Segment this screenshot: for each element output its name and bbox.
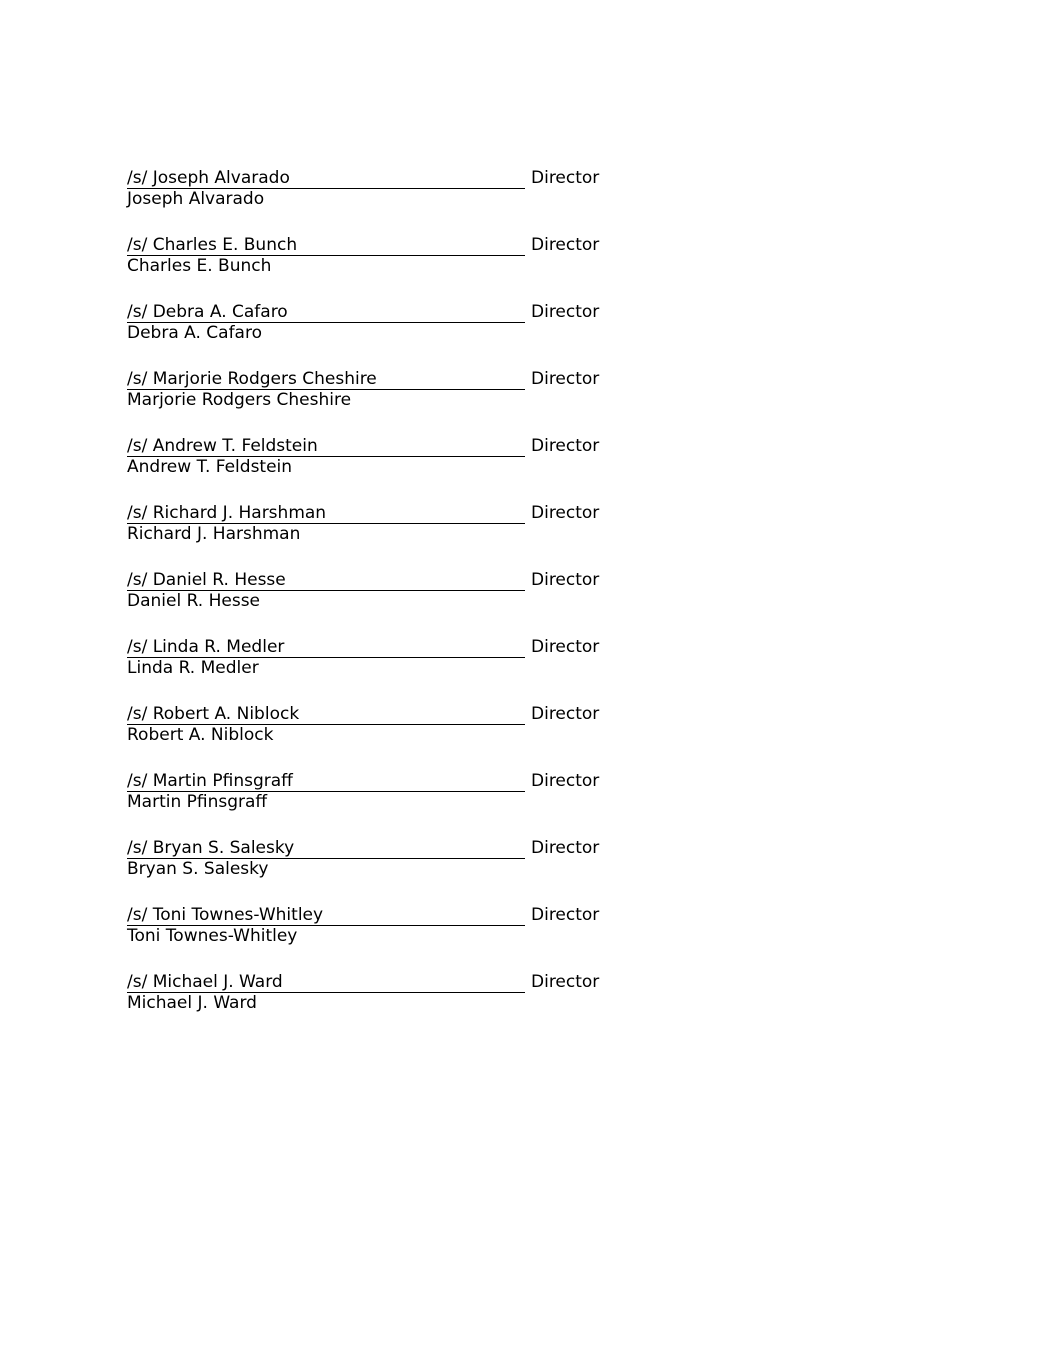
signature-row <box>127 235 627 256</box>
signature-line: /s/ Bryan S. Salesky <box>127 838 525 859</box>
signature-row <box>127 302 627 323</box>
signer-title: Director <box>531 905 600 925</box>
signer-title: Director <box>531 838 600 858</box>
signature-row <box>127 905 627 926</box>
signer-title: Director <box>531 637 600 657</box>
signature-row <box>127 972 627 993</box>
signature-row <box>127 570 627 591</box>
signature-line: /s/ Toni Townes-Whitley <box>127 905 525 926</box>
signature-line: /s/ Martin Pfinsgraff <box>127 771 525 792</box>
signature-block <box>127 570 627 637</box>
signature-row <box>127 168 627 189</box>
signature-row <box>127 503 627 524</box>
signer-title: Director <box>531 503 600 523</box>
signature-block <box>127 436 627 503</box>
signer-name: Marjorie Rodgers Cheshire <box>127 390 352 410</box>
signature-block <box>127 637 627 704</box>
signature-block <box>127 302 627 369</box>
signature-line: /s/ Richard J. Harshman <box>127 503 525 524</box>
signer-name: Joseph Alvarado <box>127 189 265 209</box>
signer-title: Director <box>531 570 600 590</box>
signer-title: Director <box>531 235 600 255</box>
signature-row <box>127 704 627 725</box>
signer-name: Daniel R. Hesse <box>127 591 261 611</box>
signature-list <box>127 168 627 1039</box>
signature-line: /s/ Robert A. Niblock <box>127 704 525 725</box>
signature-row <box>127 369 627 390</box>
signature-line: /s/ Marjorie Rodgers Cheshire <box>127 369 525 390</box>
signature-line: /s/ Debra A. Cafaro <box>127 302 525 323</box>
signature-block <box>127 838 627 905</box>
signature-block <box>127 369 627 436</box>
signer-name: Andrew T. Feldstein <box>127 457 293 477</box>
signer-name: Martin Pfinsgraff <box>127 792 268 812</box>
signature-line: /s/ Linda R. Medler <box>127 637 525 658</box>
signer-title: Director <box>531 704 600 724</box>
signer-name: Michael J. Ward <box>127 993 257 1013</box>
signature-block <box>127 704 627 771</box>
signer-title: Director <box>531 972 600 992</box>
signature-block <box>127 771 627 838</box>
signer-name: Debra A. Cafaro <box>127 323 262 343</box>
signature-row <box>127 436 627 457</box>
signer-title: Director <box>531 302 600 322</box>
signer-title: Director <box>531 369 600 389</box>
signature-block <box>127 905 627 972</box>
signer-name: Richard J. Harshman <box>127 524 301 544</box>
signature-row <box>127 771 627 792</box>
signer-name: Linda R. Medler <box>127 658 259 678</box>
signer-name: Robert A. Niblock <box>127 725 274 745</box>
signature-block <box>127 235 627 302</box>
signature-row <box>127 838 627 859</box>
signer-name: Bryan S. Salesky <box>127 859 269 879</box>
signature-line: /s/ Joseph Alvarado <box>127 168 525 189</box>
signature-block <box>127 503 627 570</box>
signer-title: Director <box>531 168 600 188</box>
signature-block <box>127 168 627 235</box>
signer-title: Director <box>531 436 600 456</box>
signature-line: /s/ Daniel R. Hesse <box>127 570 525 591</box>
signer-title: Director <box>531 771 600 791</box>
signature-row <box>127 637 627 658</box>
signature-line: /s/ Andrew T. Feldstein <box>127 436 525 457</box>
signature-block <box>127 972 627 1039</box>
signer-name: Toni Townes-Whitley <box>127 926 298 946</box>
signature-line: /s/ Charles E. Bunch <box>127 235 525 256</box>
signer-name: Charles E. Bunch <box>127 256 272 276</box>
signature-line: /s/ Michael J. Ward <box>127 972 525 993</box>
